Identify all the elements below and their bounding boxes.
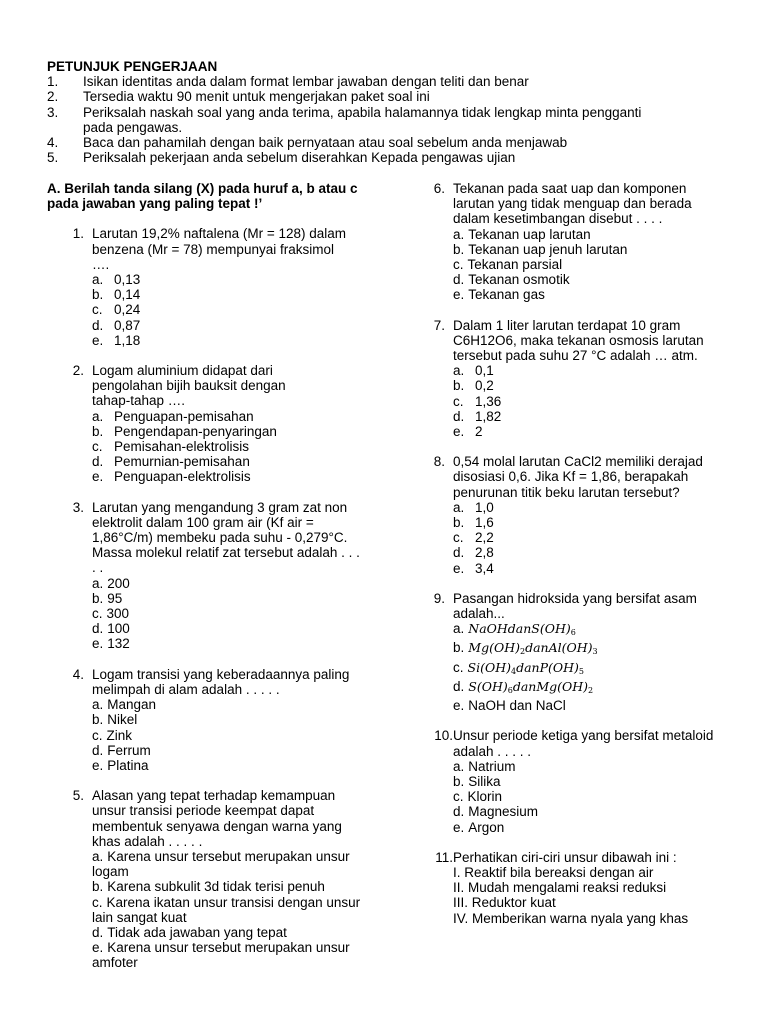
option-a[interactable] <box>92 409 327 424</box>
option-c[interactable] <box>92 606 362 621</box>
option-text: 0,1 <box>475 363 494 379</box>
formula-part: Mg(OH) <box>468 640 520 656</box>
option-b[interactable] <box>453 774 723 789</box>
instruction-item <box>47 89 737 104</box>
option-a[interactable] <box>92 697 362 712</box>
question-9 <box>430 591 740 713</box>
option-text: 3,4 <box>475 560 494 576</box>
option-b[interactable] <box>453 378 728 393</box>
question-text: Logam aluminium didapat dari pengolahan bijih bauksit dengan tahap-tahap …. <box>92 363 286 409</box>
instruction-item <box>47 74 737 89</box>
option-c[interactable] <box>92 728 362 743</box>
option-text: Pengendapan-penyaringan <box>114 423 277 439</box>
option-letter: c. <box>92 727 103 743</box>
list-item: IV. Memberikan warna nyala yang khas <box>453 910 689 926</box>
formula-part: S(OH) <box>468 678 508 694</box>
list-item: II. Mudah mengalami reaksi reduksi <box>453 880 667 896</box>
option-letter: e. <box>92 757 104 773</box>
option-e[interactable] <box>453 561 721 576</box>
option-letter: e. <box>92 636 104 652</box>
option-text: 100 <box>107 621 130 637</box>
option-d[interactable] <box>92 925 364 940</box>
question-10 <box>430 728 740 834</box>
question-number: 3. <box>72 499 84 515</box>
option-text: Klorin <box>467 789 503 805</box>
formula <box>468 640 597 655</box>
instruction-item <box>47 150 737 165</box>
list-item: I. Reaktif bila bereaksi dengan air <box>453 864 654 880</box>
option-a[interactable] <box>453 363 728 378</box>
option-c[interactable] <box>453 530 721 545</box>
option-letter: e. <box>92 332 104 348</box>
option-text: Tekanan gas <box>468 287 545 303</box>
instructions <box>47 59 737 165</box>
instruction-number: 2. <box>47 89 59 105</box>
option-letter: a. <box>453 226 465 242</box>
option-letter: d. <box>453 408 465 424</box>
option-text: Platina <box>107 757 149 773</box>
option-e[interactable] <box>92 758 362 773</box>
option-letter: a. <box>453 499 465 515</box>
option-text: 0,2 <box>475 378 494 394</box>
option-text: Karena unsur tersebut merupakan unsur amfoter <box>92 940 350 971</box>
option-d[interactable] <box>453 679 703 698</box>
question-text: Dalam 1 liter larutan terdapat 10 gram C6H12O6, maka tekanan osmosis larutan tersebut pada suhu 27 °C adalah … atm. <box>453 317 704 364</box>
option-c[interactable] <box>453 660 703 679</box>
option-letter: c. <box>92 302 103 318</box>
option-letter: d. <box>453 272 465 288</box>
instruction-text: Baca dan pahamilah dengan baik pernyataan atau soal sebelum anda menjawab <box>83 135 568 151</box>
option-text: Mangan <box>107 697 157 713</box>
option-e[interactable] <box>453 424 728 439</box>
option-text: Tekanan uap jenuh larutan <box>468 241 628 257</box>
option-e[interactable] <box>92 469 327 484</box>
option-letter: a. <box>92 575 104 591</box>
option-text: 1,82 <box>475 408 502 424</box>
option-text: 95 <box>107 590 123 606</box>
option-text: 2,2 <box>475 530 494 546</box>
option-letter: c. <box>453 257 464 273</box>
instruction-text: Periksalah pekerjaan anda sebelum diserahkan Kepada pengawas ujian <box>83 150 516 166</box>
option-text: Karena subkulit 3d tidak terisi penuh <box>107 879 325 895</box>
option-letter: a. <box>453 363 465 379</box>
option-b[interactable] <box>92 424 327 439</box>
option-letter: c. <box>453 530 464 546</box>
formula-subscript: 2 <box>519 647 526 657</box>
option-letter: d. <box>92 924 104 940</box>
option-letter: d. <box>453 804 465 820</box>
option-letter: e. <box>453 560 465 576</box>
option-letter: c. <box>92 439 103 455</box>
option-text: Pemurnian-pemisahan <box>114 454 250 470</box>
formula <box>468 621 576 636</box>
section-heading: A. Berilah tanda silang (X) pada huruf a, b atau c pada jawaban yang paling tepat !’ <box>47 181 358 212</box>
option-a[interactable] <box>92 576 362 591</box>
question-5 <box>47 788 377 970</box>
instruction-number: 5. <box>47 150 59 166</box>
question-number: 4. <box>72 666 84 682</box>
question-number: 6. <box>433 181 445 196</box>
right-column <box>430 181 740 941</box>
instruction-number: 4. <box>47 135 59 151</box>
formula <box>468 679 593 694</box>
option-letter: e. <box>453 819 465 835</box>
option-letter: d. <box>92 742 104 758</box>
question-text: Alasan yang tepat terhadap kemampuan unsur transisi periode keempat dapat membentuk senyawa dengan warna yang khas adalah . . . . . <box>92 788 342 849</box>
question-text: Larutan 19,2% naftalena (Mr = 128) dalam benzena (Mr = 78) mempunyai fraksimol …. <box>92 226 347 272</box>
option-letter: e. <box>453 698 465 714</box>
option-a[interactable] <box>453 759 723 774</box>
option-letter: c. <box>92 894 103 910</box>
option-letter: b. <box>92 423 104 439</box>
option-e[interactable] <box>92 636 362 651</box>
question-number: 2. <box>72 363 84 379</box>
option-text: Pemisahan-elektrolisis <box>114 439 250 455</box>
question-number: 1. <box>72 226 84 242</box>
option-letter: a. <box>92 697 104 713</box>
option-letter: b. <box>453 241 465 257</box>
option-c[interactable] <box>92 895 364 925</box>
formula-subscript: 2 <box>588 685 594 695</box>
instruction-number: 3. <box>47 104 59 120</box>
option-c[interactable] <box>453 394 728 409</box>
option-d[interactable] <box>453 804 723 819</box>
option-letter: e. <box>453 424 465 440</box>
option-a[interactable] <box>92 849 364 879</box>
option-letter: d. <box>92 454 104 470</box>
option-text: 0,87 <box>114 317 141 333</box>
option-letter: a. <box>92 848 104 864</box>
instruction-text: Isikan identitas anda dalam format lembar jawaban dengan teliti dan benar <box>83 74 529 90</box>
option-text: NaOH dan NaCl <box>468 698 566 714</box>
option-text: Tekanan osmotik <box>468 272 570 288</box>
option-letter: b. <box>453 640 465 656</box>
question-text: Unsur periode ketiga yang bersifat metaloid adalah . . . . . <box>453 728 714 759</box>
question-number: 9. <box>433 590 445 606</box>
question-6 <box>430 181 740 303</box>
instruction-text: Tersedia waktu 90 menit untuk mengerjakan paket soal ini <box>83 89 430 105</box>
option-letter: b. <box>92 287 104 303</box>
option-letter: b. <box>92 712 104 728</box>
option-text: 2 <box>475 424 483 440</box>
option-b[interactable] <box>92 591 362 606</box>
question-4 <box>47 667 377 773</box>
question-text: Tekanan pada saat uap dan komponen larutan yang tidak menguap dan berada dalam kesetimbangan disebut . . . . <box>453 181 692 227</box>
option-text: Zink <box>106 727 133 743</box>
option-text: 0,24 <box>114 302 141 318</box>
formula-part: danMg(OH) <box>512 678 589 694</box>
option-letter: b. <box>92 590 104 606</box>
formula-part: NaOHdanS(OH) <box>468 621 571 637</box>
option-letter: a. <box>92 272 104 288</box>
option-text: Magnesium <box>468 804 539 820</box>
option-text: Argon <box>468 819 505 835</box>
instruction-number: 1. <box>47 74 59 90</box>
option-c[interactable] <box>453 257 728 272</box>
option-d[interactable] <box>92 743 362 758</box>
option-letter: e. <box>92 940 104 956</box>
question-text: Logam transisi yang keberadaannya paling melimpah di alam adalah . . . . . <box>92 666 350 697</box>
option-e[interactable] <box>92 940 364 970</box>
option-text: Karena ikatan unsur transisi dengan unsur lain sangat kuat <box>92 894 361 925</box>
question-2 <box>47 363 377 485</box>
option-d[interactable] <box>92 318 347 333</box>
option-a[interactable] <box>92 272 347 287</box>
option-text: 1,18 <box>114 332 141 348</box>
formula-part: danP(OH) <box>516 659 579 675</box>
question-number: 10. <box>434 728 453 744</box>
option-letter: d. <box>453 545 465 561</box>
question-number: 8. <box>433 454 445 470</box>
option-letter: c. <box>453 393 464 409</box>
option-letter: e. <box>92 469 104 485</box>
option-b[interactable] <box>453 640 703 659</box>
instruction-text: Periksalah naskah soal yang anda terima, apabila halamannya tidak lengkap minta pengganti pada pengawas. <box>83 104 642 135</box>
option-e[interactable] <box>453 820 723 835</box>
option-letter: b. <box>453 515 465 531</box>
option-letter: b. <box>92 879 104 895</box>
option-text: 300 <box>106 606 130 622</box>
formula <box>468 660 584 675</box>
option-letter: d. <box>453 678 465 694</box>
option-letter: c. <box>453 789 464 805</box>
formula-subscript: 6 <box>570 628 576 638</box>
option-text: 1,6 <box>475 515 494 531</box>
instruction-item <box>47 105 737 135</box>
option-text: Tekanan uap larutan <box>468 226 591 242</box>
option-letter: d. <box>92 621 104 637</box>
option-c[interactable] <box>92 439 327 454</box>
option-text: Penguapan-elektrolisis <box>114 469 251 485</box>
formula-part: danAl(OH) <box>525 640 593 656</box>
option-letter: d. <box>92 317 104 333</box>
question-1 <box>47 226 377 348</box>
option-e[interactable] <box>453 287 728 302</box>
option-letter: a. <box>92 408 104 424</box>
option-a[interactable] <box>453 500 721 515</box>
question-7 <box>430 318 740 440</box>
option-text: Karena unsur tersebut merupakan unsur logam <box>92 848 350 880</box>
list-item: III. Reduktor kuat <box>453 895 556 911</box>
option-b[interactable] <box>92 287 347 302</box>
formula-subscript: 6 <box>507 685 513 695</box>
question-number: 5. <box>72 788 84 804</box>
formula-subscript: 3 <box>592 647 598 657</box>
option-text: Tekanan parsial <box>467 257 563 273</box>
option-e[interactable] <box>92 333 347 348</box>
option-text: 0,13 <box>114 272 141 288</box>
instruction-item <box>47 135 737 150</box>
question-text: Pasangan hidroksida yang bersifat asam adalah... <box>453 590 697 622</box>
formula-subscript: 5 <box>578 666 584 676</box>
question-8 <box>430 454 740 576</box>
option-d[interactable] <box>453 272 728 287</box>
option-letter: e. <box>453 287 465 303</box>
option-letter: a. <box>453 621 465 637</box>
option-letter: a. <box>453 758 465 774</box>
question-text: Larutan yang mengandung 3 gram zat non elektrolit dalam 100 gram air (Kf air = 1,86°C/m) membeku pada suhu - 0,279°C. Massa molekul relatif zat tersebut adalah . . . . . <box>92 499 360 576</box>
option-a[interactable] <box>453 621 703 640</box>
option-d[interactable] <box>92 621 362 636</box>
option-b[interactable] <box>92 879 364 894</box>
option-text: Ferrum <box>107 742 151 758</box>
option-text: 200 <box>107 575 130 591</box>
option-text: Penguapan-pemisahan <box>114 408 254 424</box>
formula-part: Si(OH) <box>467 659 511 675</box>
option-d[interactable] <box>92 454 327 469</box>
question-text: Perhatikan ciri-ciri unsur dibawah ini : <box>453 849 677 865</box>
option-letter: b. <box>453 773 465 789</box>
option-b[interactable] <box>453 242 728 257</box>
formula-subscript: 4 <box>510 666 517 676</box>
option-c[interactable] <box>453 789 723 804</box>
option-text: 132 <box>107 636 130 652</box>
left-column <box>47 181 377 986</box>
option-text: Natrium <box>468 758 516 774</box>
option-letter: c. <box>92 606 103 622</box>
question-number: 11. <box>435 849 453 865</box>
option-text: Silika <box>468 773 501 789</box>
option-d[interactable] <box>453 545 721 560</box>
option-letter: c. <box>453 659 464 675</box>
option-text: 0,14 <box>114 287 141 303</box>
option-text: Tidak ada jawaban yang tepat <box>107 924 287 940</box>
option-c[interactable] <box>92 302 347 317</box>
question-11 <box>430 850 740 926</box>
option-d[interactable] <box>453 409 728 424</box>
option-b[interactable] <box>92 712 362 727</box>
instructions-title: PETUNJUK PENGERJAAN <box>47 59 218 74</box>
option-text: 2,8 <box>475 545 494 561</box>
option-text: 1,36 <box>475 393 502 409</box>
question-3 <box>47 500 377 652</box>
option-text: Nikel <box>107 712 138 728</box>
option-text: 1,0 <box>475 499 494 515</box>
option-letter: b. <box>453 378 465 394</box>
question-text: 0,54 molal larutan CaCl2 memiliki derajad disosiasi 0,6. Jika Kf = 1,86, berapakah penurunan titik beku larutan tersebut? <box>453 454 703 500</box>
option-b[interactable] <box>453 515 721 530</box>
option-a[interactable] <box>453 227 728 242</box>
question-number: 7. <box>433 317 445 333</box>
option-e[interactable] <box>453 698 703 713</box>
